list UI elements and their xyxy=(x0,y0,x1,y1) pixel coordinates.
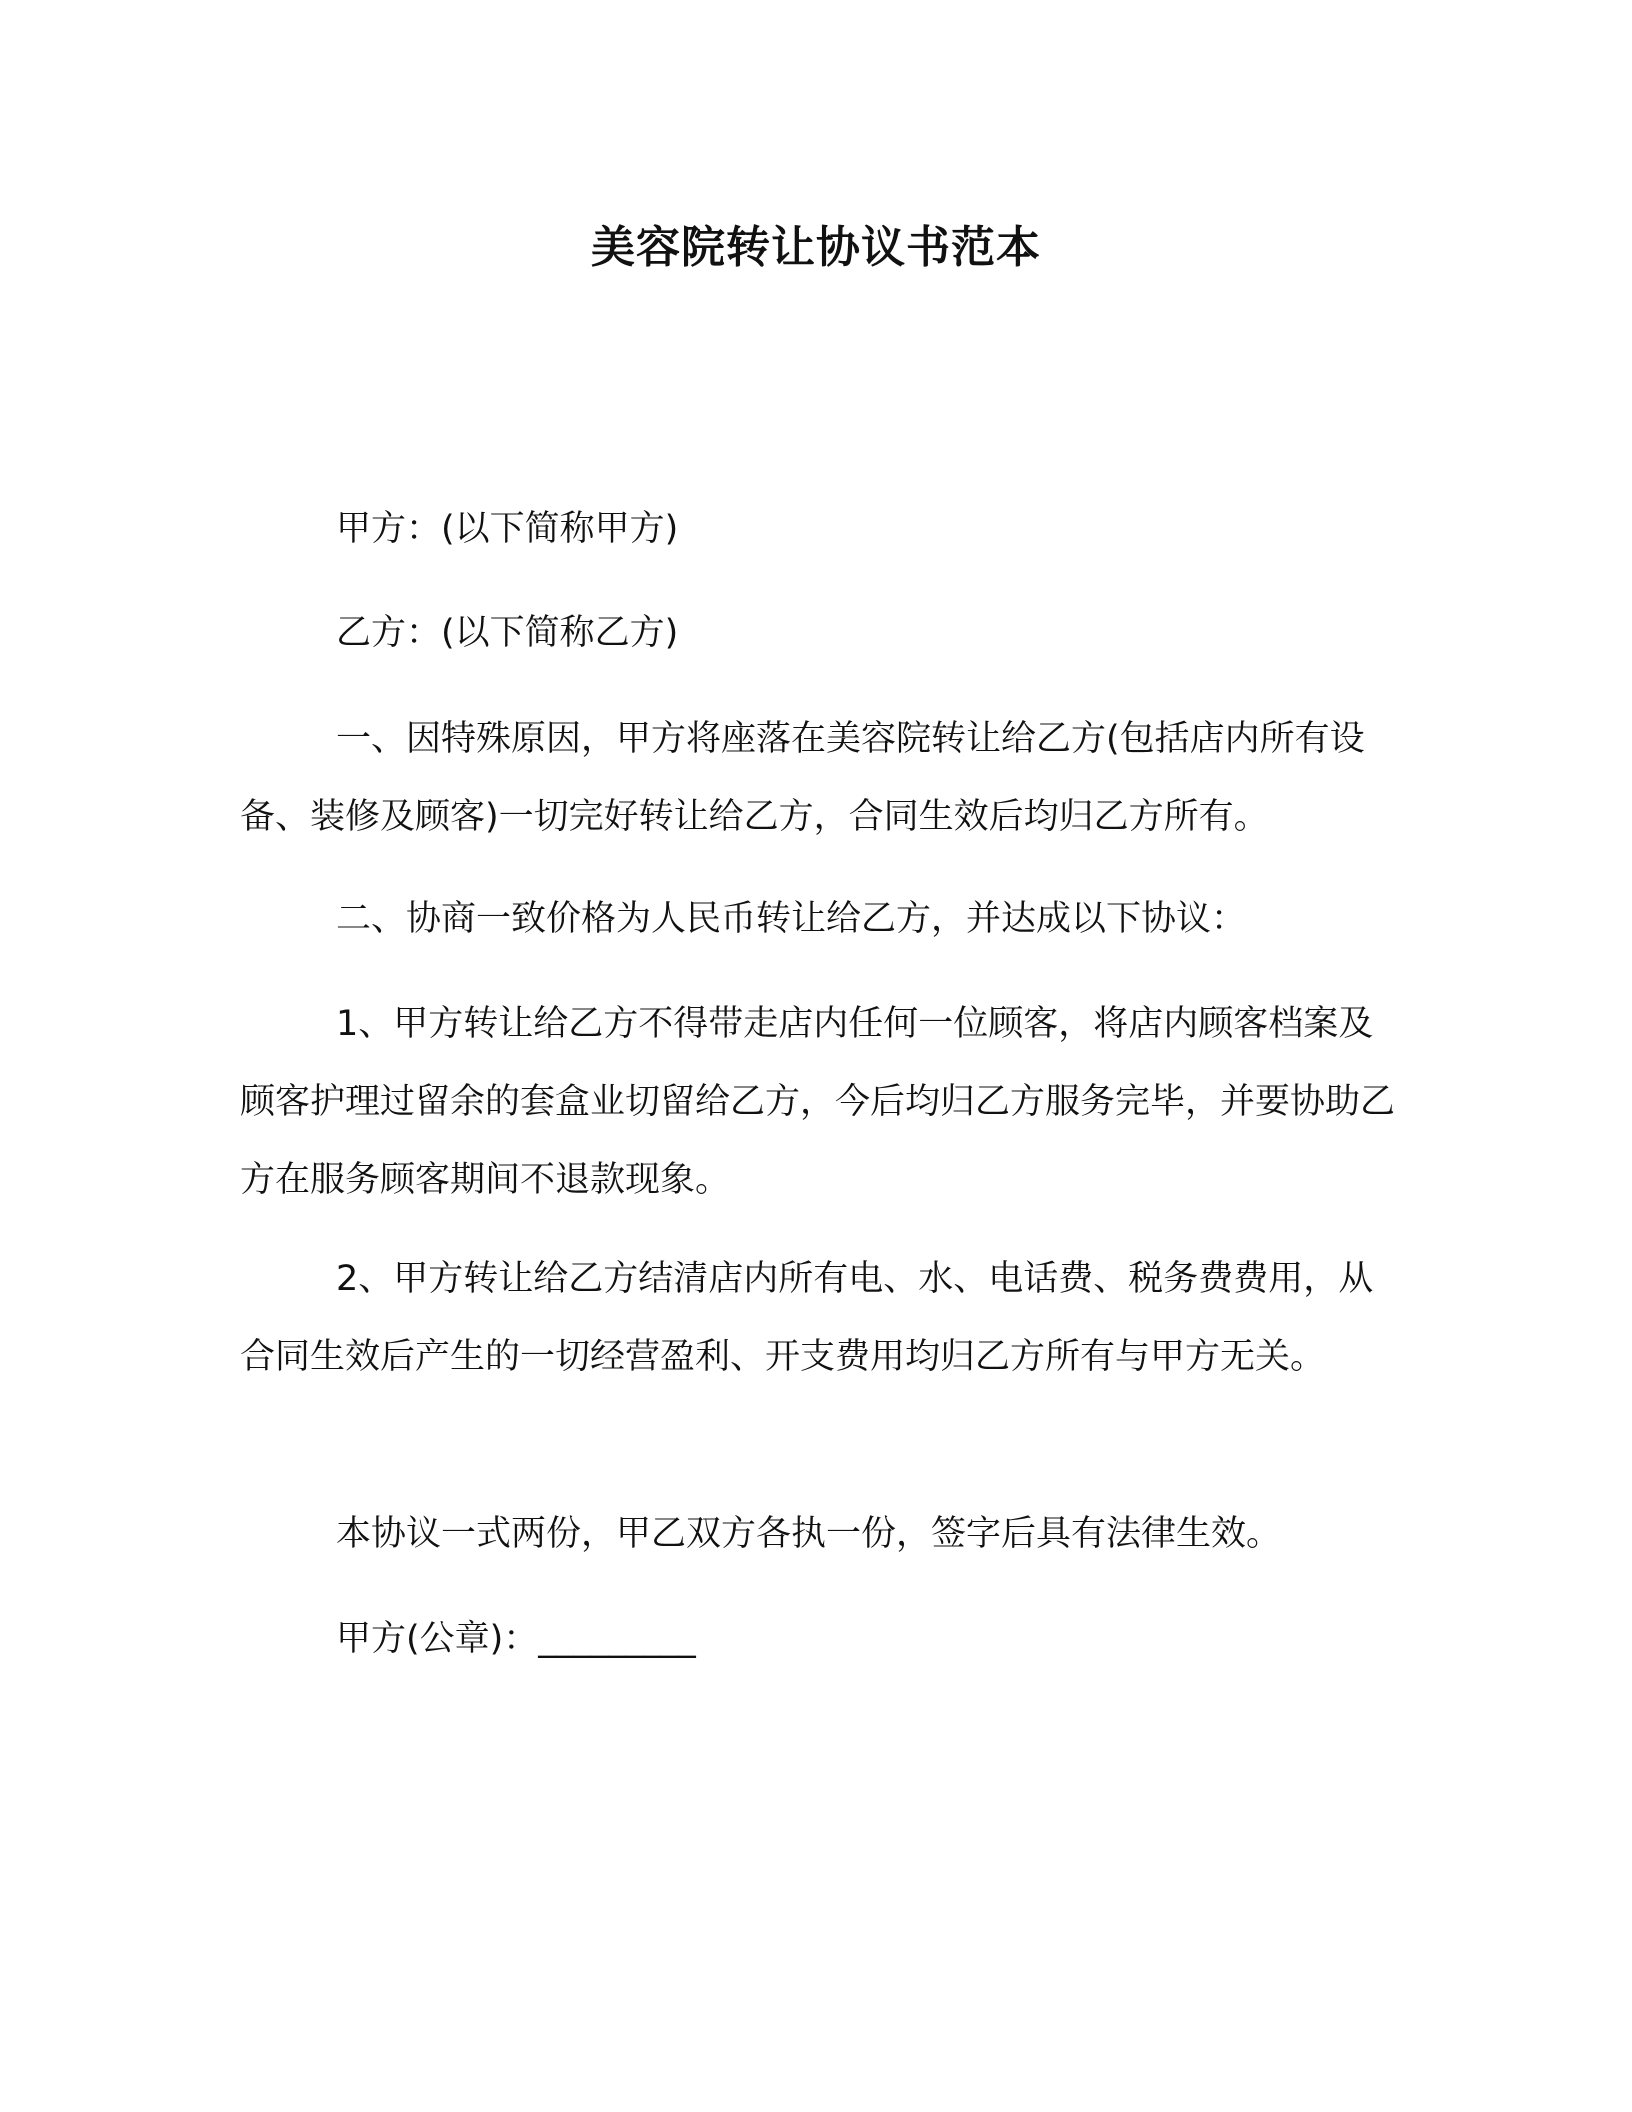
document-title: 美容院转让协议书范本 xyxy=(591,222,1041,273)
clause-item-2: 2、甲方转让给乙方结清店内所有电、水、电话费、税务费费用，从合同生效后产生的一切经营盈利、开支费用均归乙方所有与甲方无关。 xyxy=(240,1259,1374,1377)
clause-item-1: 1、甲方转让给乙方不得带走店内任何一位顾客，将店内顾客档案及顾客护理过留余的套盒业切留给乙方，今后均归乙方服务完毕，并要协助乙方在服务顾客期间不退款现象。 xyxy=(240,1004,1396,1200)
party-a-line: 甲方：(以下简称甲方) xyxy=(336,509,679,549)
agreement-copies-line: 本协议一式两份，甲乙双方各执一份，签字后具有法律生效。 xyxy=(336,1514,1282,1554)
party-a-seal-line: 甲方(公章)：_________ xyxy=(336,1619,696,1659)
clause-one: 一、因特殊原因，甲方将座落在美容院转让给乙方(包括店内所有设备、装修及顾客)一切完好转让给乙方，合同生效后均归乙方所有。 xyxy=(240,719,1365,837)
clause-two: 二、协商一致价格为人民币转让给乙方，并达成以下协议： xyxy=(336,899,1247,939)
party-b-line: 乙方：(以下简称乙方) xyxy=(336,613,679,653)
